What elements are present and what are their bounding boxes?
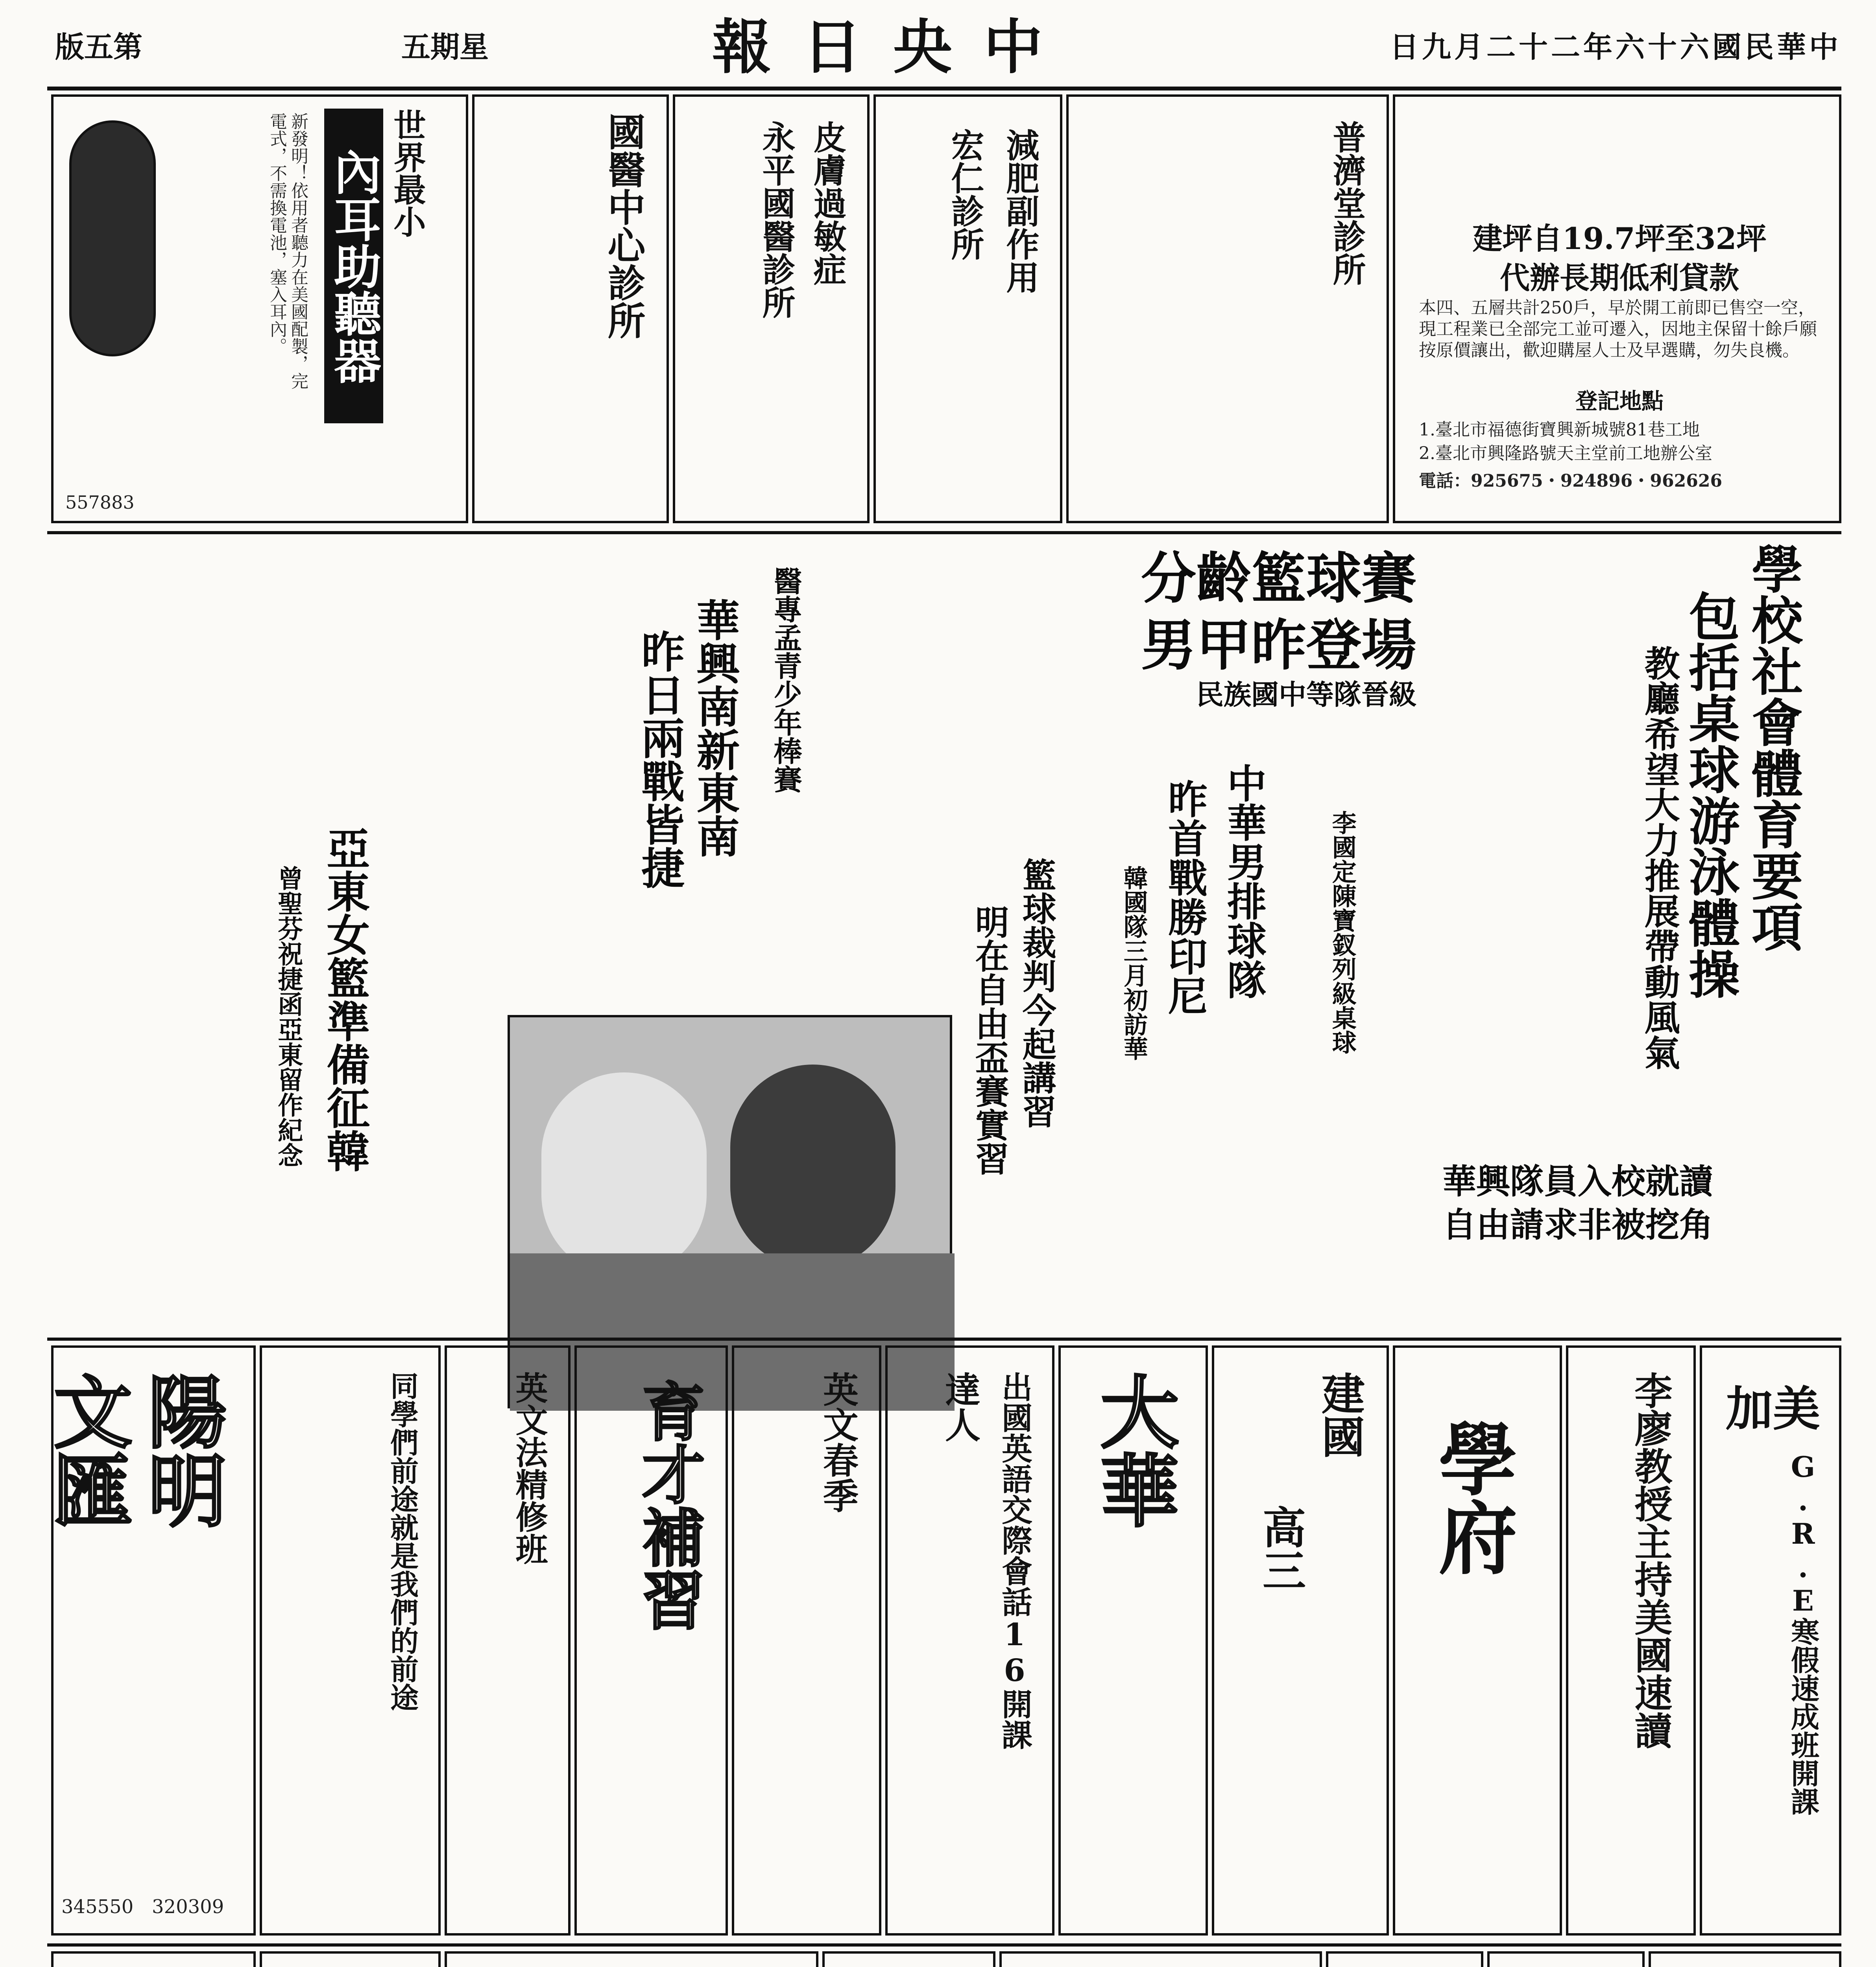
hearing-aid-phone: 557883 xyxy=(65,492,135,513)
school-headline: 學校社會體育要項 xyxy=(1743,543,1804,952)
masthead xyxy=(47,8,1841,90)
volleyball-subheadline: 昨首戰勝印尼 xyxy=(1161,779,1208,1015)
volleyball-headline: 中華男排球隊 xyxy=(1221,763,1267,999)
sports-body-col-1 xyxy=(787,885,968,1416)
volleyball-note: 韓國隊三月初訪華 xyxy=(1119,865,1148,1061)
bottom-left-ad xyxy=(51,1951,256,1967)
referee-headline: 籃球裁判今起講習 xyxy=(1016,858,1056,1128)
housing-register-1: 1.臺北市福德街寶興新城號81巷工地 xyxy=(1419,420,1700,440)
tutoring-title: 育才補習 xyxy=(631,1379,705,1631)
liren-ad xyxy=(1326,1951,1483,1967)
sports-bottom-rule xyxy=(47,1338,1841,1341)
wenhui-title: 文匯 xyxy=(41,1371,133,1529)
huaxing-headline: 華興隊員入校就讀 xyxy=(1442,1162,1713,1201)
housing-subheadline: 代辦長期低利貸款 xyxy=(1500,260,1739,295)
toefl-title: G.R.E寒假速成班開課 xyxy=(1786,1450,1820,1816)
hearing-aid-ad xyxy=(51,94,468,523)
huaxing-sub: 自由請求非被挖角 xyxy=(1442,1205,1713,1245)
chengyang-title: 陽明 xyxy=(135,1371,227,1529)
liberal-ad xyxy=(260,1345,441,1936)
dahua-title: 大華 xyxy=(1087,1371,1180,1529)
weekday-label: 五期星 xyxy=(401,30,489,64)
medical-center-title: 國醫中心診所 xyxy=(602,113,646,339)
phone-a: 345550 xyxy=(61,1896,134,1918)
school-subheadline: 包括桌球游泳體操 xyxy=(1680,590,1741,999)
xuefu-title: 學府 xyxy=(1425,1419,1518,1576)
ear-image xyxy=(69,120,156,356)
english-spring-ad xyxy=(732,1345,881,1936)
school-article-body xyxy=(1401,559,1621,1149)
issue-date: 日九月二十二年六十六國民華中 xyxy=(1390,30,1841,64)
bottom-band-rule xyxy=(47,1943,1841,1947)
photo-person-left xyxy=(541,1072,707,1277)
sports-body-col-2 xyxy=(51,551,264,1318)
clinic-2-title: 宏仁診所 xyxy=(946,128,985,260)
medical-center-ad xyxy=(472,94,669,523)
english-grammar-ad xyxy=(445,1345,571,1936)
wangsiwen-ad xyxy=(822,1951,995,1967)
liberal-title: 同學們前途就是我們的前途 xyxy=(386,1371,419,1711)
basketball-note: 民族國中等隊晉級 xyxy=(1196,678,1416,711)
toefl-2-ad xyxy=(1487,1951,1645,1967)
top-band-rule xyxy=(47,531,1841,534)
clinic-ad xyxy=(1066,94,1389,523)
chengyang-ad xyxy=(41,1345,256,1936)
hearing-aid-body: 新發明！依用者聽力在美國配製，完電式，不需換電池，塞入耳內。 xyxy=(267,113,308,389)
housing-headline: 建坪自19.7坪至32坪 xyxy=(1472,221,1767,256)
speed-reading-ad xyxy=(1566,1345,1696,1936)
clinic-1-title: 普濟堂診所 xyxy=(1328,120,1366,286)
page-label: 版五第 xyxy=(55,30,142,64)
english-conf-title: 出國英語交際會話16開課 xyxy=(997,1371,1032,1750)
jiamei-title: 加美 xyxy=(1726,1381,1820,1437)
sheng-da-ad xyxy=(1649,1951,1841,1967)
housing-register-title: 登記地點 xyxy=(1575,388,1664,414)
xuefu-ad xyxy=(1393,1345,1562,1936)
youth-baseball-sub2: 昨日兩戰皆捷 xyxy=(634,629,685,889)
phone-b: 320309 xyxy=(152,1896,224,1918)
english-spring-title: 英文春季 xyxy=(817,1371,859,1513)
table-tennis-note: 李國定陳寶釵列級桌球 xyxy=(1328,810,1357,1054)
referee-sub: 明在自由盃賽實習 xyxy=(969,905,1009,1175)
school-note: 教廳希望大力推展帶動風氣 xyxy=(1638,645,1680,1070)
housing-register-2: 2.臺北市興隆路號天主堂前工地辦公室 xyxy=(1419,443,1712,463)
hearing-aid-title: 內耳助聽器 xyxy=(324,109,383,423)
hearing-aid-world: 世界最小 xyxy=(388,109,426,238)
daren-title: 達人 xyxy=(939,1371,980,1442)
asia-women-note: 曾聖芬祝捷函亞東留作紀念 xyxy=(273,865,303,1168)
tutoring-ad xyxy=(574,1345,728,1936)
bottom-mid-ad xyxy=(999,1951,1322,1967)
youth-baseball-sub: 華興南新東南 xyxy=(689,598,740,858)
skin-clinic-ad xyxy=(673,94,870,523)
housing-ad xyxy=(1393,94,1841,523)
weight-loss-ad xyxy=(873,94,1062,523)
pingan-title: 永平國醫診所 xyxy=(757,120,796,319)
english-center-ad xyxy=(445,1951,818,1967)
asia-women-headline: 亞東女籃準備征韓 xyxy=(319,826,371,1172)
english-conf-ad xyxy=(885,1345,1054,1936)
youth-baseball-headline: 醫專孟青少年棒賽 xyxy=(769,566,803,793)
jianguo-ad xyxy=(1212,1345,1389,1936)
jiamei-ad xyxy=(1700,1345,1841,1936)
english-place-ad xyxy=(260,1951,441,1967)
english-grammar-title: 英文法精修班 xyxy=(510,1371,548,1565)
paper-name: 報日央中 xyxy=(712,13,1074,82)
housing-phone: 電話：925675・924896・962626 xyxy=(1419,471,1723,491)
skin-title: 皮膚過敏症 xyxy=(808,120,847,286)
speed-reading-title: 李廖教授主持美國速讀 xyxy=(1629,1371,1673,1749)
jianguo-grade: 高三 xyxy=(1256,1505,1306,1592)
basketball-subheadline: 男甲昨登場 xyxy=(1141,613,1416,678)
basketball-headline: 分齡籃球賽 xyxy=(1141,546,1416,611)
housing-body: 本四、五層共計250戶，早於開工前即已售空一空，現工程業已全部完工並可遷入，因地主保留十餘戶願按原價讓出，歡迎購屋人士及早選購，勿失良機。 xyxy=(1419,298,1817,360)
dahua-ad xyxy=(1058,1345,1208,1936)
weight-loss-title: 減肥副作用 xyxy=(1001,128,1040,293)
jianguo-title: 建國 xyxy=(1315,1371,1365,1458)
